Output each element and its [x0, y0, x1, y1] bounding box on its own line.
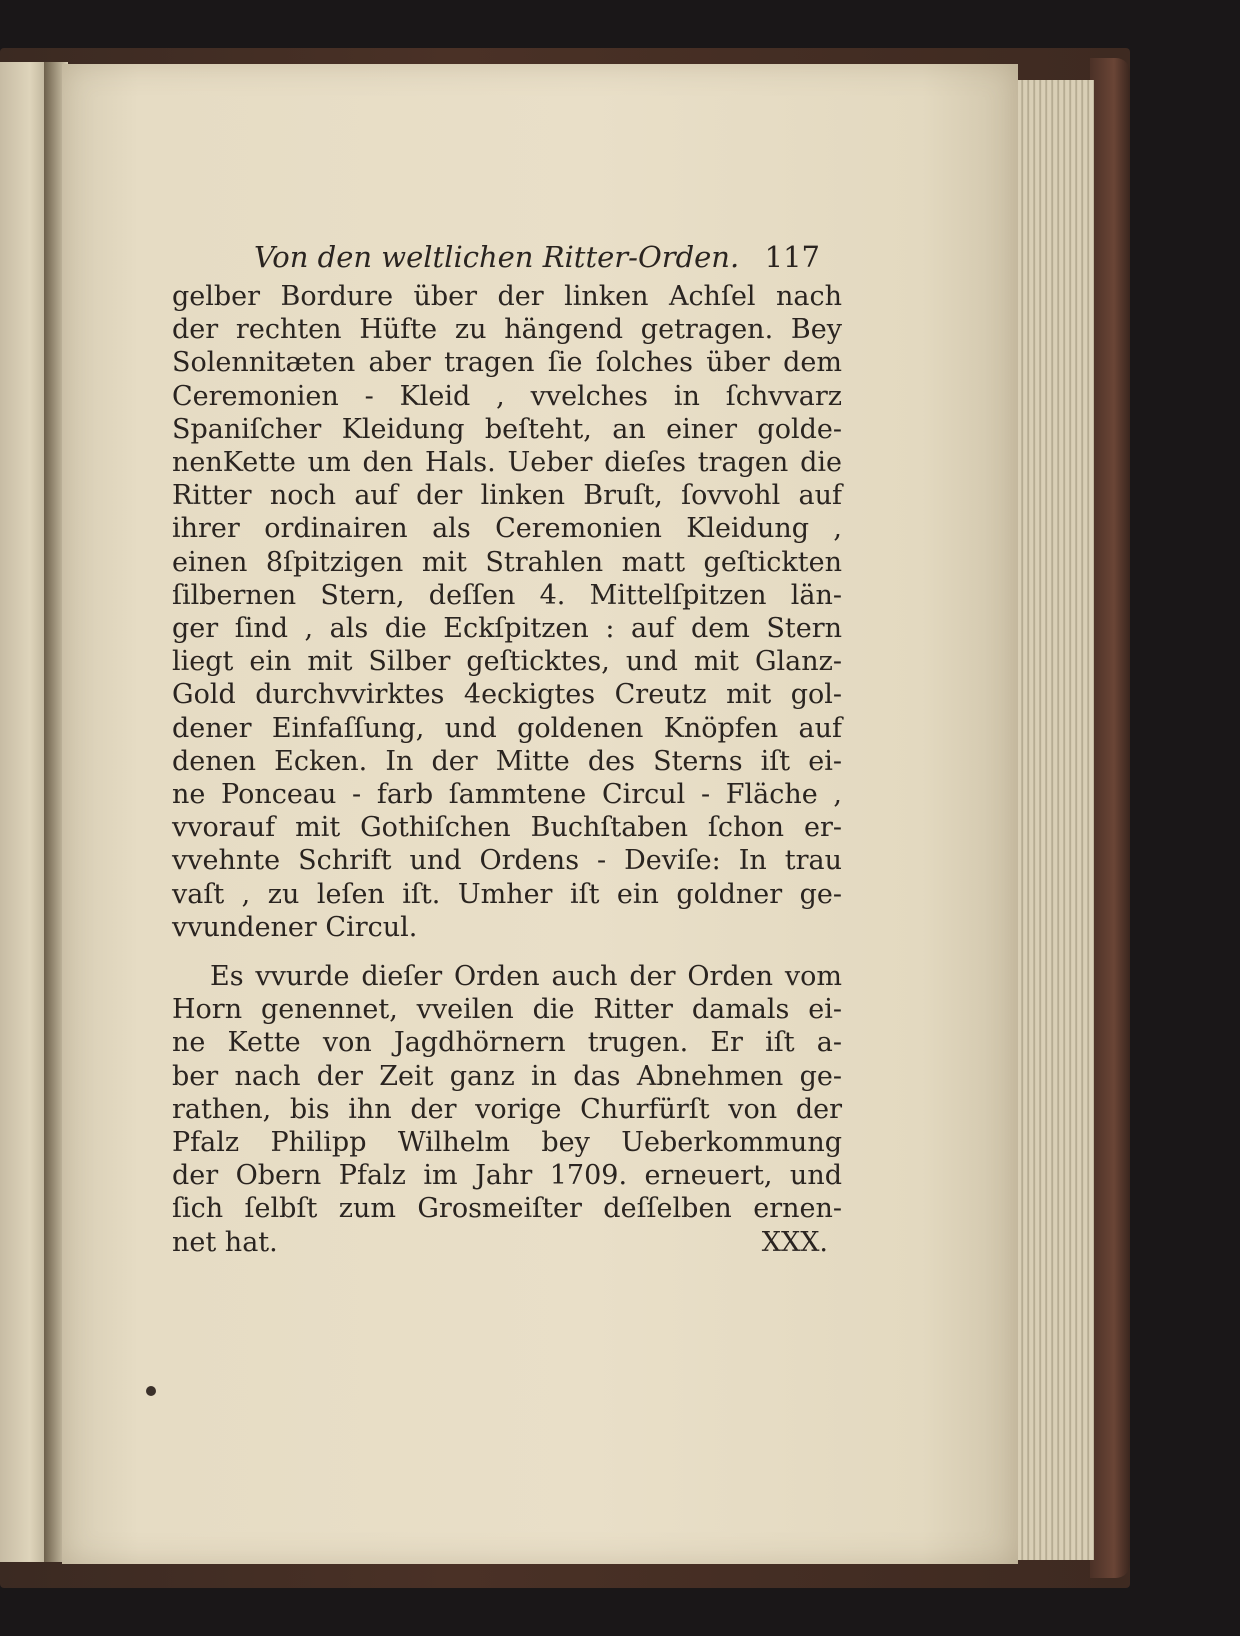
text-line: vvorauf mit Gothiſchen Buchſtaben ſchon er- [172, 812, 842, 844]
text-line: Gold durchvvirktes 4eckigtes Creutz mit gol- [172, 679, 842, 711]
text-line: Es vvurde dieſer Orden auch der Orden vom [210, 961, 842, 993]
page-header [172, 236, 842, 280]
text-line: Ritter noch auf der linken Bruſt, ſovvohl auf [172, 480, 842, 512]
text-line: vvehnte Schrift und Ordens - Deviſe: In trau [172, 845, 842, 877]
text-line: nenKette um den Hals. Ueber dieſes tragen die [172, 447, 842, 479]
catchword: XXX. [761, 1226, 828, 1258]
text-line: ne Ponceau - farb ſammtene Circul - Fläche , [172, 779, 842, 811]
text-line: vvundener Circul. [172, 911, 418, 943]
text-line: der rechten Hüfte zu hängend getragen. Bey [172, 314, 842, 346]
text-line: ne Kette von Jagdhörnern trugen. Er iſt a- [172, 1027, 842, 1059]
page-block-edges [1012, 80, 1094, 1560]
text-line: dener Einfaſſung, und goldenen Knöpfen auf [172, 712, 842, 744]
paragraph-2 [172, 960, 842, 1259]
text-line: Spaniſcher Kleidung beſteht, an einer golde- [172, 413, 842, 445]
page-number: 117 [764, 240, 820, 274]
text-line: Ceremonien - Kleid , vvelches in ſchvvarz [172, 380, 842, 412]
cover-edge [1090, 58, 1130, 1578]
text-line: Horn genennet, vveilen die Ritter damals ei- [172, 994, 842, 1026]
text-line: ſilbernen Stern, deſſen 4. Mittelſpitzen län- [172, 579, 842, 611]
text-line: ger ſind , als die Eckſpitzen : auf dem Stern [172, 613, 842, 645]
page-text [172, 236, 842, 1259]
text-line: der Obern Pfalz im Jahr 1709. erneuert, und [172, 1160, 842, 1192]
text-line: denen Ecken. In der Mitte des Sterns iſt ei- [172, 745, 842, 777]
final-line-text: net hat. [172, 1226, 278, 1258]
text-line: Solennitæten aber tragen ſie ſolches über dem [172, 347, 842, 379]
text-line-final [172, 1226, 842, 1259]
ink-spot [146, 1386, 156, 1396]
running-title: Von den weltlichen Ritter-Orden. [254, 240, 740, 274]
text-line: ber nach der Zeit ganz in das Abnehmen ge- [172, 1060, 842, 1092]
text-line: vaſt , zu leſen iſt. Umher iſt ein goldner ge- [172, 878, 842, 910]
text-line: ſich ſelbſt zum Grosmeiſter deſſelben ernen- [172, 1193, 842, 1225]
paragraph-1 [172, 280, 842, 944]
text-line: liegt ein mit Silber geſticktes, und mit Glanz- [172, 646, 842, 678]
text-line: rathen, bis ihn der vorige Churfürſt von der [172, 1093, 842, 1125]
text-line: gelber Bordure über der linken Achſel nach [172, 281, 842, 312]
text-line: einen 8ſpitzigen mit Strahlen matt geſtickten [172, 546, 842, 578]
facing-page-edge [0, 62, 50, 1562]
text-line: Pfalz Philipp Wilhelm bey Ueberkommung [172, 1127, 842, 1159]
text-line: ihrer ordinairen als Ceremonien Kleidung , [172, 513, 842, 545]
